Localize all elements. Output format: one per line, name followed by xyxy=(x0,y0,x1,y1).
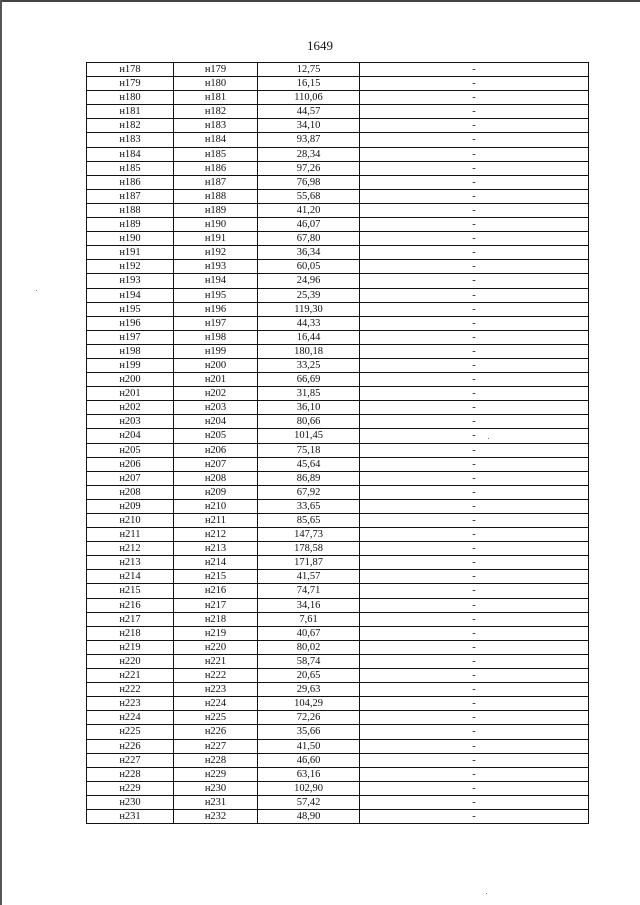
note-cell: - xyxy=(360,77,589,91)
length-cell: 16,44 xyxy=(258,330,360,344)
to-point-cell: н204 xyxy=(174,415,258,429)
from-point-cell: н225 xyxy=(87,725,174,739)
scan-speck xyxy=(36,290,37,291)
table-row xyxy=(87,316,589,330)
note-cell: - xyxy=(360,316,589,330)
table-row xyxy=(87,598,589,612)
to-point-cell: н212 xyxy=(174,528,258,542)
table-row xyxy=(87,809,589,823)
to-point-cell: н201 xyxy=(174,373,258,387)
from-point-cell: н217 xyxy=(87,612,174,626)
table-row xyxy=(87,91,589,105)
length-cell: 180,18 xyxy=(258,344,360,358)
to-point-cell: н198 xyxy=(174,330,258,344)
from-point-cell: н201 xyxy=(87,387,174,401)
table-row xyxy=(87,330,589,344)
from-point-cell: н200 xyxy=(87,373,174,387)
length-cell: 171,87 xyxy=(258,556,360,570)
from-point-cell: н191 xyxy=(87,246,174,260)
to-point-cell: н230 xyxy=(174,781,258,795)
length-cell: 40,67 xyxy=(258,626,360,640)
from-point-cell: н183 xyxy=(87,133,174,147)
length-cell: 31,85 xyxy=(258,387,360,401)
length-cell: 57,42 xyxy=(258,795,360,809)
note-cell: - xyxy=(360,274,589,288)
table-row xyxy=(87,373,589,387)
length-cell: 7,61 xyxy=(258,612,360,626)
table-row xyxy=(87,429,589,443)
from-point-cell: н181 xyxy=(87,105,174,119)
note-cell: - xyxy=(360,697,589,711)
length-cell: 76,98 xyxy=(258,175,360,189)
from-point-cell: н205 xyxy=(87,443,174,457)
note-cell: - xyxy=(360,781,589,795)
table-row xyxy=(87,175,589,189)
to-point-cell: н209 xyxy=(174,485,258,499)
length-cell: 104,29 xyxy=(258,697,360,711)
table-row xyxy=(87,795,589,809)
to-point-cell: н205 xyxy=(174,429,258,443)
note-cell: - xyxy=(360,584,589,598)
note-cell: - xyxy=(360,753,589,767)
table-row xyxy=(87,612,589,626)
note-cell: - xyxy=(360,471,589,485)
from-point-cell: н202 xyxy=(87,401,174,415)
length-cell: 41,50 xyxy=(258,739,360,753)
length-cell: 45,64 xyxy=(258,457,360,471)
length-cell: 102,90 xyxy=(258,781,360,795)
length-cell: 36,10 xyxy=(258,401,360,415)
from-point-cell: н188 xyxy=(87,203,174,217)
length-cell: 29,63 xyxy=(258,683,360,697)
length-cell: 97,26 xyxy=(258,161,360,175)
to-point-cell: н187 xyxy=(174,175,258,189)
note-cell: - xyxy=(360,260,589,274)
table-row xyxy=(87,514,589,528)
from-point-cell: н230 xyxy=(87,795,174,809)
to-point-cell: н189 xyxy=(174,203,258,217)
to-point-cell: н229 xyxy=(174,767,258,781)
table-body xyxy=(87,63,589,824)
to-point-cell: н215 xyxy=(174,570,258,584)
to-point-cell: н181 xyxy=(174,91,258,105)
to-point-cell: н197 xyxy=(174,316,258,330)
table-row xyxy=(87,767,589,781)
length-cell: 16,15 xyxy=(258,77,360,91)
to-point-cell: н223 xyxy=(174,683,258,697)
to-point-cell: н231 xyxy=(174,795,258,809)
from-point-cell: н193 xyxy=(87,274,174,288)
table-row xyxy=(87,640,589,654)
length-cell: 46,07 xyxy=(258,218,360,232)
table-row xyxy=(87,626,589,640)
note-cell: - xyxy=(360,105,589,119)
table-row xyxy=(87,302,589,316)
note-cell: - xyxy=(360,626,589,640)
table-row xyxy=(87,358,589,372)
note-cell: - xyxy=(360,485,589,499)
note-cell: - xyxy=(360,640,589,654)
table-row xyxy=(87,499,589,513)
from-point-cell: н221 xyxy=(87,669,174,683)
length-cell: 86,89 xyxy=(258,471,360,485)
to-point-cell: н206 xyxy=(174,443,258,457)
scan-edge-top xyxy=(0,0,640,2)
table-row xyxy=(87,203,589,217)
note-cell: - xyxy=(360,795,589,809)
length-cell: 34,10 xyxy=(258,119,360,133)
from-point-cell: н212 xyxy=(87,542,174,556)
length-cell: 67,92 xyxy=(258,485,360,499)
from-point-cell: н219 xyxy=(87,640,174,654)
length-cell: 12,75 xyxy=(258,63,360,77)
from-point-cell: н209 xyxy=(87,499,174,513)
table-row xyxy=(87,485,589,499)
note-cell: - xyxy=(360,358,589,372)
to-point-cell: н227 xyxy=(174,739,258,753)
note-cell: - xyxy=(360,669,589,683)
to-point-cell: н185 xyxy=(174,147,258,161)
from-point-cell: н189 xyxy=(87,218,174,232)
note-cell: - xyxy=(360,809,589,823)
length-cell: 72,26 xyxy=(258,711,360,725)
from-point-cell: н223 xyxy=(87,697,174,711)
from-point-cell: н186 xyxy=(87,175,174,189)
note-cell: - xyxy=(360,91,589,105)
note-cell: - xyxy=(360,387,589,401)
note-cell: - xyxy=(360,330,589,344)
length-cell: 41,20 xyxy=(258,203,360,217)
table-row xyxy=(87,119,589,133)
table-row xyxy=(87,542,589,556)
to-point-cell: н228 xyxy=(174,753,258,767)
table-row xyxy=(87,584,589,598)
note-cell: - xyxy=(360,119,589,133)
from-point-cell: н215 xyxy=(87,584,174,598)
from-point-cell: н182 xyxy=(87,119,174,133)
from-point-cell: н227 xyxy=(87,753,174,767)
note-cell: - xyxy=(360,443,589,457)
table-row xyxy=(87,77,589,91)
table-row xyxy=(87,443,589,457)
scan-edge-left xyxy=(0,0,2,905)
from-point-cell: н196 xyxy=(87,316,174,330)
table-row xyxy=(87,725,589,739)
to-point-cell: н180 xyxy=(174,77,258,91)
table-row xyxy=(87,105,589,119)
length-cell: 28,34 xyxy=(258,147,360,161)
length-cell: 24,96 xyxy=(258,274,360,288)
length-cell: 55,68 xyxy=(258,189,360,203)
length-cell: 34,16 xyxy=(258,598,360,612)
length-cell: 85,65 xyxy=(258,514,360,528)
length-cell: 110,06 xyxy=(258,91,360,105)
from-point-cell: н180 xyxy=(87,91,174,105)
from-point-cell: н194 xyxy=(87,288,174,302)
to-point-cell: н190 xyxy=(174,218,258,232)
length-cell: 80,02 xyxy=(258,640,360,654)
table-row xyxy=(87,260,589,274)
to-point-cell: н219 xyxy=(174,626,258,640)
from-point-cell: н222 xyxy=(87,683,174,697)
note-cell: - xyxy=(360,556,589,570)
from-point-cell: н210 xyxy=(87,514,174,528)
note-cell: - xyxy=(360,514,589,528)
table-row xyxy=(87,528,589,542)
note-cell: - xyxy=(360,570,589,584)
length-cell: 58,74 xyxy=(258,654,360,668)
note-cell: - xyxy=(360,63,589,77)
note-cell: - xyxy=(360,457,589,471)
to-point-cell: н199 xyxy=(174,344,258,358)
to-point-cell: н213 xyxy=(174,542,258,556)
length-cell: 35,66 xyxy=(258,725,360,739)
table-row xyxy=(87,218,589,232)
table-row xyxy=(87,415,589,429)
note-cell: - xyxy=(360,683,589,697)
from-point-cell: н207 xyxy=(87,471,174,485)
length-cell: 44,33 xyxy=(258,316,360,330)
note-cell: - xyxy=(360,542,589,556)
from-point-cell: н229 xyxy=(87,781,174,795)
from-point-cell: н185 xyxy=(87,161,174,175)
length-cell: 119,30 xyxy=(258,302,360,316)
from-point-cell: н199 xyxy=(87,358,174,372)
from-point-cell: н184 xyxy=(87,147,174,161)
length-cell: 25,39 xyxy=(258,288,360,302)
note-cell: - xyxy=(360,302,589,316)
length-cell: 44,57 xyxy=(258,105,360,119)
to-point-cell: н208 xyxy=(174,471,258,485)
from-point-cell: н218 xyxy=(87,626,174,640)
to-point-cell: н194 xyxy=(174,274,258,288)
from-point-cell: н206 xyxy=(87,457,174,471)
scan-speck xyxy=(488,438,489,439)
to-point-cell: н224 xyxy=(174,697,258,711)
to-point-cell: н210 xyxy=(174,499,258,513)
length-cell: 20,65 xyxy=(258,669,360,683)
note-cell: - xyxy=(360,598,589,612)
table-row xyxy=(87,189,589,203)
to-point-cell: н196 xyxy=(174,302,258,316)
table-row xyxy=(87,232,589,246)
to-point-cell: н232 xyxy=(174,809,258,823)
note-cell: - xyxy=(360,288,589,302)
length-cell: 80,66 xyxy=(258,415,360,429)
to-point-cell: н214 xyxy=(174,556,258,570)
length-cell: 74,71 xyxy=(258,584,360,598)
table-row xyxy=(87,457,589,471)
from-point-cell: н179 xyxy=(87,77,174,91)
from-point-cell: н224 xyxy=(87,711,174,725)
table-row xyxy=(87,344,589,358)
to-point-cell: н191 xyxy=(174,232,258,246)
length-cell: 33,65 xyxy=(258,499,360,513)
length-cell: 36,34 xyxy=(258,246,360,260)
note-cell: - xyxy=(360,373,589,387)
note-cell: - xyxy=(360,189,589,203)
table-row xyxy=(87,246,589,260)
note-cell: - xyxy=(360,725,589,739)
from-point-cell: н211 xyxy=(87,528,174,542)
from-point-cell: н213 xyxy=(87,556,174,570)
note-cell: - xyxy=(360,175,589,189)
to-point-cell: н222 xyxy=(174,669,258,683)
to-point-cell: н193 xyxy=(174,260,258,274)
to-point-cell: н203 xyxy=(174,401,258,415)
table-row xyxy=(87,683,589,697)
note-cell: - xyxy=(360,344,589,358)
to-point-cell: н207 xyxy=(174,457,258,471)
to-point-cell: н192 xyxy=(174,246,258,260)
table-row xyxy=(87,556,589,570)
table-row xyxy=(87,133,589,147)
length-cell: 178,58 xyxy=(258,542,360,556)
length-cell: 66,69 xyxy=(258,373,360,387)
table-row xyxy=(87,697,589,711)
from-point-cell: н204 xyxy=(87,429,174,443)
to-point-cell: н225 xyxy=(174,711,258,725)
from-point-cell: н197 xyxy=(87,330,174,344)
to-point-cell: н211 xyxy=(174,514,258,528)
to-point-cell: н179 xyxy=(174,63,258,77)
note-cell: - xyxy=(360,429,589,443)
coordinates-table xyxy=(86,62,589,824)
to-point-cell: н200 xyxy=(174,358,258,372)
length-cell: 33,25 xyxy=(258,358,360,372)
from-point-cell: н220 xyxy=(87,654,174,668)
note-cell: - xyxy=(360,739,589,753)
table-row xyxy=(87,288,589,302)
table-row xyxy=(87,669,589,683)
from-point-cell: н226 xyxy=(87,739,174,753)
table-row xyxy=(87,387,589,401)
note-cell: - xyxy=(360,232,589,246)
note-cell: - xyxy=(360,203,589,217)
from-point-cell: н192 xyxy=(87,260,174,274)
scan-speck xyxy=(486,893,487,894)
to-point-cell: н183 xyxy=(174,119,258,133)
length-cell: 75,18 xyxy=(258,443,360,457)
length-cell: 46,60 xyxy=(258,753,360,767)
note-cell: - xyxy=(360,218,589,232)
note-cell: - xyxy=(360,147,589,161)
from-point-cell: н178 xyxy=(87,63,174,77)
table-row xyxy=(87,739,589,753)
note-cell: - xyxy=(360,528,589,542)
length-cell: 67,80 xyxy=(258,232,360,246)
from-point-cell: н203 xyxy=(87,415,174,429)
note-cell: - xyxy=(360,246,589,260)
from-point-cell: н231 xyxy=(87,809,174,823)
table-row xyxy=(87,781,589,795)
note-cell: - xyxy=(360,401,589,415)
from-point-cell: н187 xyxy=(87,189,174,203)
table-row xyxy=(87,654,589,668)
note-cell: - xyxy=(360,767,589,781)
note-cell: - xyxy=(360,612,589,626)
table-row xyxy=(87,471,589,485)
from-point-cell: н208 xyxy=(87,485,174,499)
from-point-cell: н228 xyxy=(87,767,174,781)
length-cell: 60,05 xyxy=(258,260,360,274)
length-cell: 101,45 xyxy=(258,429,360,443)
to-point-cell: н216 xyxy=(174,584,258,598)
to-point-cell: н202 xyxy=(174,387,258,401)
table-row xyxy=(87,711,589,725)
note-cell: - xyxy=(360,161,589,175)
table-row xyxy=(87,274,589,288)
from-point-cell: н190 xyxy=(87,232,174,246)
to-point-cell: н226 xyxy=(174,725,258,739)
table-row xyxy=(87,63,589,77)
note-cell: - xyxy=(360,654,589,668)
length-cell: 41,57 xyxy=(258,570,360,584)
to-point-cell: н218 xyxy=(174,612,258,626)
from-point-cell: н195 xyxy=(87,302,174,316)
to-point-cell: н182 xyxy=(174,105,258,119)
page-number: 1649 xyxy=(307,38,333,53)
table-row xyxy=(87,401,589,415)
to-point-cell: н195 xyxy=(174,288,258,302)
table-row xyxy=(87,753,589,767)
to-point-cell: н217 xyxy=(174,598,258,612)
from-point-cell: н214 xyxy=(87,570,174,584)
to-point-cell: н186 xyxy=(174,161,258,175)
table-row xyxy=(87,570,589,584)
length-cell: 63,16 xyxy=(258,767,360,781)
length-cell: 93,87 xyxy=(258,133,360,147)
to-point-cell: н220 xyxy=(174,640,258,654)
to-point-cell: н188 xyxy=(174,189,258,203)
to-point-cell: н221 xyxy=(174,654,258,668)
note-cell: - xyxy=(360,133,589,147)
from-point-cell: н198 xyxy=(87,344,174,358)
table-row xyxy=(87,161,589,175)
to-point-cell: н184 xyxy=(174,133,258,147)
length-cell: 48,90 xyxy=(258,809,360,823)
from-point-cell: н216 xyxy=(87,598,174,612)
note-cell: - xyxy=(360,415,589,429)
table-row xyxy=(87,147,589,161)
note-cell: - xyxy=(360,711,589,725)
note-cell: - xyxy=(360,499,589,513)
length-cell: 147,73 xyxy=(258,528,360,542)
